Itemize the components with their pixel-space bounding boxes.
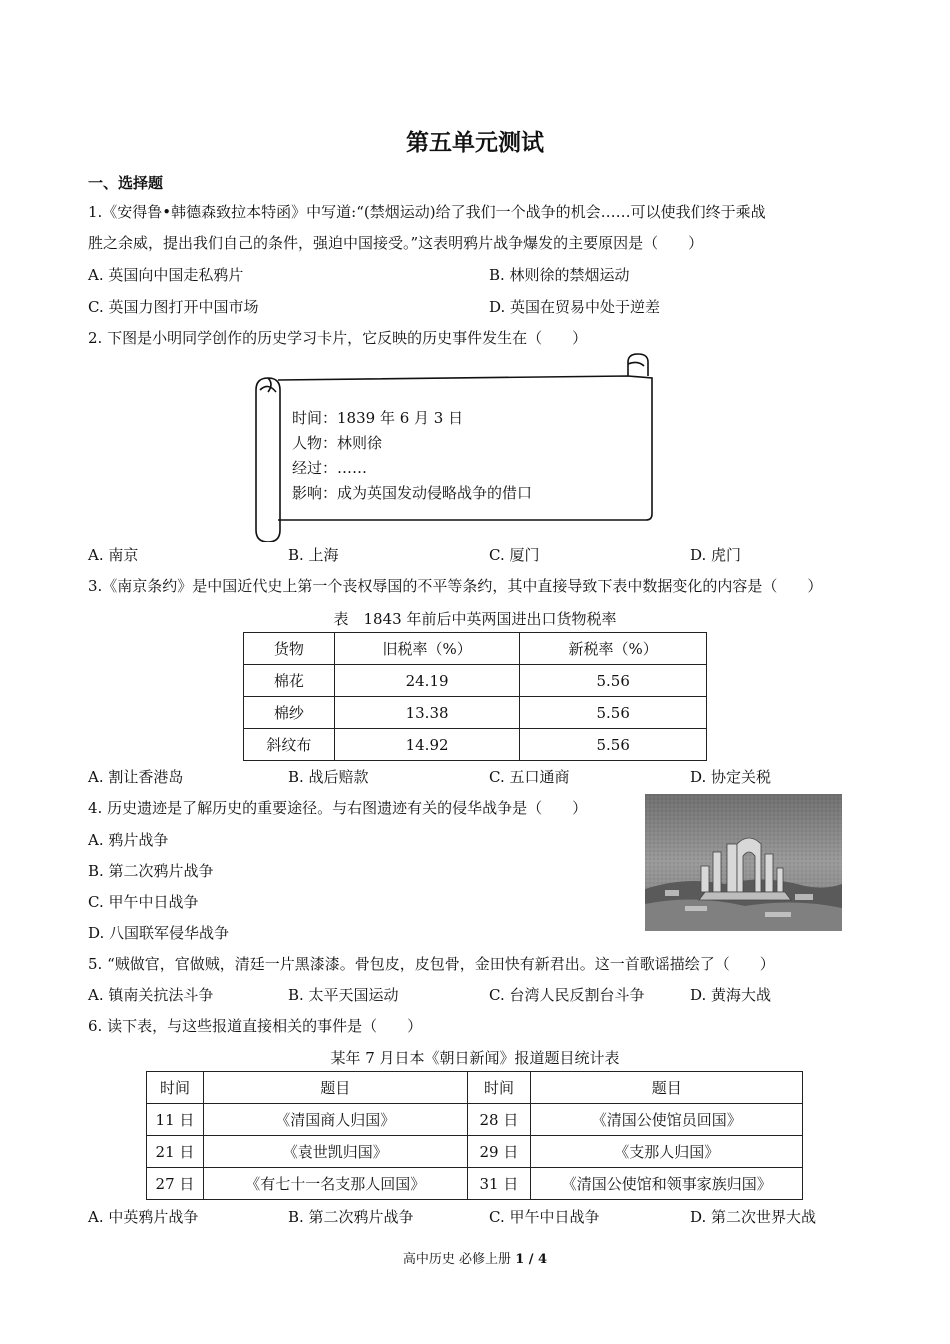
table-cell: 24.19 bbox=[334, 665, 520, 697]
table-cell: 《清国公使馆员回国》 bbox=[531, 1104, 803, 1136]
q5-stem: 5. “贼做官，官做贼，清廷一片黑漆漆。骨包皮，皮包骨，金田快有新君出。这一首歌谣描绘了（ ） bbox=[88, 955, 775, 973]
table-cell: 棉花 bbox=[244, 665, 335, 697]
table-cell: 27 日 bbox=[147, 1168, 204, 1200]
header-cell: 货物 bbox=[244, 633, 335, 665]
table-cell: 5.56 bbox=[520, 697, 707, 729]
q4-option-d: D. 八国联军侵华战争 bbox=[88, 924, 230, 942]
news-table bbox=[146, 1071, 803, 1200]
table-cell: 5.56 bbox=[520, 665, 707, 697]
q6-option-a: A. 中英鸦片战争 bbox=[88, 1208, 199, 1226]
q6-stem: 6. 读下表，与这些报道直接相关的事件是（ ） bbox=[88, 1017, 423, 1035]
q5-option-d: D. 黄海大战 bbox=[690, 986, 772, 1004]
table-cell: 29 日 bbox=[467, 1136, 531, 1168]
table-cell: 斜纹布 bbox=[244, 729, 335, 761]
q6-option-d: D. 第二次世界大战 bbox=[690, 1208, 817, 1226]
table-header-row bbox=[147, 1072, 803, 1104]
table-cell: 28 日 bbox=[467, 1104, 531, 1136]
q4-stem: 4. 历史遗迹是了解历史的重要途径。与右图遗迹有关的侵华战争是（ ） bbox=[88, 799, 588, 817]
q3-option-c: C. 五口通商 bbox=[489, 768, 570, 786]
card-person: 人物：林则徐 bbox=[292, 434, 383, 452]
table-cell: 《袁世凯归国》 bbox=[203, 1136, 467, 1168]
q6-option-b: B. 第二次鸦片战争 bbox=[288, 1208, 414, 1226]
q3-option-d: D. 协定关税 bbox=[690, 768, 772, 786]
table-cell: 《清国商人归国》 bbox=[203, 1104, 467, 1136]
q1-option-c: C. 英国力图打开中国市场 bbox=[88, 298, 259, 316]
q3-option-a: A. 割让香港岛 bbox=[88, 768, 184, 786]
q1-stem-line2: 胜之余威，提出我们自己的条件，强迫中国接受。”这表明鸦片战争爆发的主要原因是（ ） bbox=[88, 234, 704, 252]
table-cell: 14.92 bbox=[334, 729, 520, 761]
q1-option-a: A. 英国向中国走私鸦片 bbox=[88, 266, 244, 284]
footer-subject: 高中历史 必修上册 bbox=[402, 1252, 516, 1267]
q4-option-b: B. 第二次鸦片战争 bbox=[88, 862, 214, 880]
table-cell: 5.56 bbox=[520, 729, 707, 761]
ruins-photo bbox=[645, 794, 842, 931]
q4-option-a: A. 鸦片战争 bbox=[88, 831, 169, 849]
header-cell: 新税率（%） bbox=[520, 633, 707, 665]
header-cell: 题目 bbox=[531, 1072, 803, 1104]
q2-option-a: A. 南京 bbox=[88, 546, 139, 564]
q2-option-b: B. 上海 bbox=[288, 546, 339, 564]
table-cell: 《支那人归国》 bbox=[531, 1136, 803, 1168]
q1-stem-line1: 1.《安得鲁•韩德森致拉本特函》中写道:“(禁烟运动)给了我们一个战争的机会……可以使我们终于乘战 bbox=[88, 203, 766, 221]
card-time: 时间：1839 年 6 月 3 日 bbox=[292, 409, 464, 427]
header-cell: 时间 bbox=[147, 1072, 204, 1104]
q5-option-a: A. 镇南关抗法斗争 bbox=[88, 986, 214, 1004]
q6-table-caption: 某年 7 月日本《朝日新闻》报道题目统计表 bbox=[330, 1049, 620, 1067]
q2-option-d: D. 虎门 bbox=[690, 546, 742, 564]
page-footer bbox=[0, 1248, 950, 1267]
q3-option-b: B. 战后赔款 bbox=[288, 768, 369, 786]
table-row bbox=[244, 729, 707, 761]
q3-table-caption: 表 1843 年前后中英两国进出口货物税率 bbox=[333, 610, 617, 628]
table-row bbox=[244, 697, 707, 729]
table-cell: 棉纱 bbox=[244, 697, 335, 729]
tariff-table bbox=[243, 632, 707, 761]
table-row bbox=[147, 1104, 803, 1136]
q3-stem: 3.《南京条约》是中国近代史上第一个丧权辱国的不平等条约，其中直接导致下表中数据变化的内容是（ ） bbox=[88, 577, 823, 595]
table-cell: 21 日 bbox=[147, 1136, 204, 1168]
table-cell: 31 日 bbox=[467, 1168, 531, 1200]
header-cell: 题目 bbox=[203, 1072, 467, 1104]
table-cell: 13.38 bbox=[334, 697, 520, 729]
table-row bbox=[147, 1136, 803, 1168]
section-heading: 一、选择题 bbox=[88, 174, 164, 192]
table-row bbox=[147, 1168, 803, 1200]
q5-option-c: C. 台湾人民反割台斗争 bbox=[489, 986, 645, 1004]
card-impact: 影响：成为英国发动侵略战争的借口 bbox=[292, 484, 533, 502]
q4-option-c: C. 甲午中日战争 bbox=[88, 893, 199, 911]
q2-option-c: C. 厦门 bbox=[489, 546, 540, 564]
header-cell: 旧税率（%） bbox=[334, 633, 520, 665]
q2-stem: 2. 下图是小明同学创作的历史学习卡片，它反映的历史事件发生在（ ） bbox=[88, 329, 588, 347]
header-cell: 时间 bbox=[467, 1072, 531, 1104]
table-row bbox=[244, 665, 707, 697]
q5-option-b: B. 太平天国运动 bbox=[288, 986, 399, 1004]
page-title: 第五单元测试 bbox=[406, 129, 544, 156]
card-process: 经过：…… bbox=[292, 459, 368, 477]
page-number: 1 / 4 bbox=[515, 1252, 548, 1267]
table-header-row bbox=[244, 633, 707, 665]
table-cell: 11 日 bbox=[147, 1104, 204, 1136]
q1-option-d: D. 英国在贸易中处于逆差 bbox=[489, 298, 661, 316]
table-cell: 《清国公使馆和领事家族归国》 bbox=[531, 1168, 803, 1200]
q1-option-b: B. 林则徐的禁烟运动 bbox=[489, 266, 630, 284]
q6-option-c: C. 甲午中日战争 bbox=[489, 1208, 600, 1226]
table-cell: 《有七十一名支那人回国》 bbox=[203, 1168, 467, 1200]
